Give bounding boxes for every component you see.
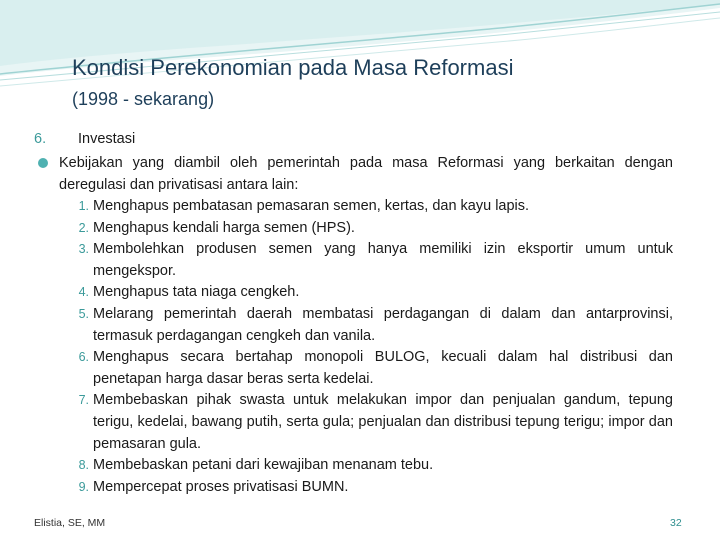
list-item-text: Menghapus secara bertahap monopoli BULOG, kecuali dalam hal distribusi dan penetapan harga dasar beras serta kedelai. [93,349,673,387]
list-item-text: Menghapus tata niaga cengkeh. [93,284,300,301]
list-item [59,347,673,390]
list-item [59,477,673,499]
page-number: 32 [670,517,682,529]
list-item-text: Membebaskan pihak swasta untuk melakukan impor dan penjualan gandum, tepung terigu, kedelai, bawang putih, serta gula; penjualan dan distribusi tepung terigu; impor dan pemasaran gula. [93,392,673,452]
intro-paragraph [38,152,673,196]
section-title: Investasi [78,131,136,147]
list-item-text: Membolehkan produsen semen yang hanya memiliki izin eksportir umum untuk mengekspor. [93,241,673,279]
list-item-number: 8. [78,458,89,473]
list-item-number: 4. [78,285,89,300]
section-heading [34,131,135,147]
intro-text: Kebijakan yang diambil oleh pemerintah pada masa Reformasi yang berkaitan dengan deregulasi dan privatisasi antara lain: [59,155,673,193]
footer-author: Elistia, SE, MM [34,517,106,529]
list-item [59,239,673,282]
list-item-number: 5. [78,306,89,321]
list-item-text: Melarang pemerintah daerah membatasi perdagangan di dalam dan antarprovinsi, termasuk perdagangan cengkeh dan vanila. [93,305,673,344]
list-item [59,218,673,240]
header-wave-decoration [0,0,720,100]
slide-title: Kondisi Perekonomian pada Masa Reformasi [72,55,514,80]
list-item-text: Menghapus pembatasan pemasaran semen, kertas, dan kayu lapis. [93,198,530,214]
list-item-number: 1. [78,199,89,213]
list-item-number: 9. [78,479,89,494]
list-item [59,304,673,347]
list-item [59,390,673,455]
list-item-number: 6. [78,350,89,365]
slide-subtitle: (1998 - sekarang) [72,89,215,109]
list-item-number: 7. [78,393,89,408]
list-item-number: 3. [78,242,89,257]
list-item-text: Membebaskan petani dari kewajiban menanam tebu. [93,457,434,474]
list-item [59,282,673,304]
list-item-text: Mempercepat proses privatisasi BUMN. [93,478,349,495]
policy-list [59,196,673,498]
list-item [59,455,673,477]
section-number: 6. [34,131,47,147]
list-item-text: Menghapus kendali harga semen (HPS). [93,219,355,236]
list-item-number: 2. [78,220,89,235]
bullet-dot-icon [38,158,48,168]
list-item [59,196,673,218]
